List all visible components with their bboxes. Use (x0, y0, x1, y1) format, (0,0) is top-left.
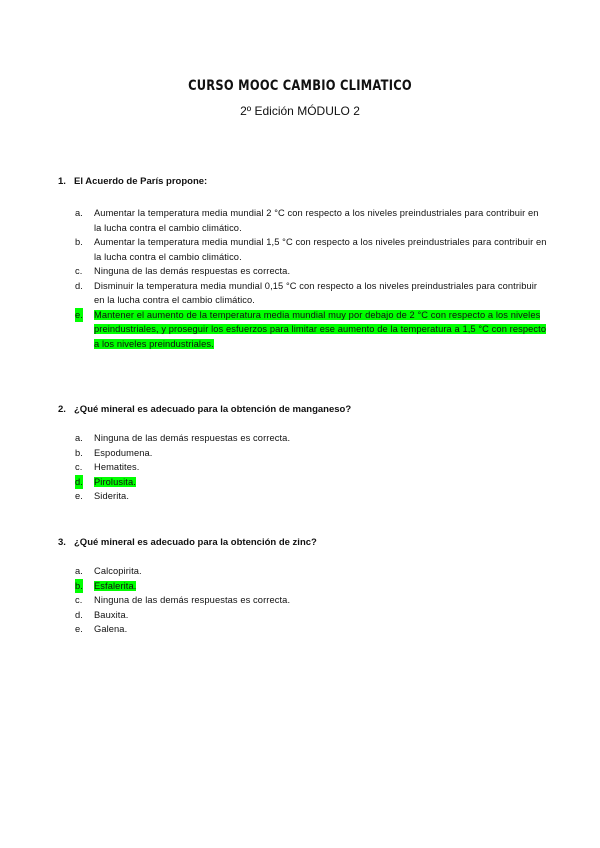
option-text: Disminuir la temperatura media mundial 0,15 °C con respecto a los niveles preindustriales para contribuir en la lucha contra el cambio climático. (94, 280, 538, 305)
option-letter: b. (75, 447, 83, 458)
option-text-highlighted: Mantener el aumento de la temperatura media mundial muy por debajo de 2 °C con respecto a los niveles preindustriales, y proseguir los esfuerzos para limitar ese aumento de la temperatura a 1,5 °C con respecto a los niveles preindustriales. (94, 309, 547, 349)
option-text: Espodumena. (94, 447, 153, 458)
option-letter: a. (75, 566, 83, 576)
option-letter: a. (75, 208, 83, 218)
question-number: 2. (58, 404, 66, 415)
option-text: Ninguna de las demás respuestas es correcta. (94, 595, 291, 605)
option-letter: e. (75, 308, 83, 323)
option-text-highlighted: Pirolusita. (94, 476, 136, 487)
option-text: Aumentar la temperatura media mundial 2 °C con respecto a los niveles preindustriales para contribuir en la lucha contra el cambio climático. (94, 208, 539, 233)
option-text: Galena. (94, 624, 128, 634)
option-1c (58, 264, 548, 279)
option-text: Ninguna de las demás respuestas es correcta. (94, 266, 291, 276)
option-2c (58, 460, 548, 475)
question-number: 1. (58, 176, 66, 187)
option-text: Aumentar la temperatura media mundial 1,5 °C con respecto a los niveles preindustriales para contribuir en la lucha contra el cambio climático. (94, 237, 547, 262)
question-heading (58, 175, 548, 189)
option-3d (58, 608, 548, 623)
option-1e (58, 308, 548, 352)
option-3c (58, 593, 548, 608)
option-1b (58, 235, 548, 264)
question-text: ¿Qué mineral es adecuado para la obtención de manganeso? (74, 404, 352, 415)
option-3a (58, 564, 548, 579)
option-letter: d. (75, 280, 83, 291)
question-text: El Acuerdo de París propone: (74, 176, 208, 187)
document-title: CURSO MOOC CAMBIO CLIMATICO (188, 78, 412, 94)
option-text: Bauxita. (94, 609, 129, 620)
option-text-highlighted: Esfalerita. (94, 580, 137, 591)
option-letter: a. (75, 433, 83, 443)
option-list (58, 206, 548, 351)
option-letter: b. (75, 579, 83, 594)
option-2e (58, 489, 548, 504)
question-2 (58, 403, 548, 504)
question-number: 3. (58, 537, 66, 548)
question-text: ¿Qué mineral es adecuado para la obtención de zinc? (74, 537, 317, 548)
option-letter: e. (75, 624, 83, 634)
option-letter: c. (75, 266, 83, 276)
option-1a (58, 206, 548, 235)
question-heading (58, 536, 548, 550)
option-text: Ninguna de las demás respuestas es correcta. (94, 433, 291, 443)
option-letter: c. (75, 595, 83, 605)
option-letter: d. (75, 475, 83, 490)
document-subtitle: 2º Edición MÓDULO 2 (240, 104, 360, 118)
question-3 (58, 536, 548, 637)
option-1d (58, 279, 548, 308)
option-text: Calcopirita. (94, 566, 142, 576)
option-letter: e. (75, 491, 83, 501)
option-letter: b. (75, 237, 83, 247)
option-2b (58, 446, 548, 461)
option-3e (58, 622, 548, 637)
question-1 (58, 175, 548, 351)
option-2a (58, 431, 548, 446)
option-3b (58, 579, 548, 594)
option-letter: c. (75, 462, 83, 472)
option-text: Siderita. (94, 491, 130, 501)
question-heading (58, 403, 548, 417)
option-text: Hematites. (94, 462, 140, 472)
option-letter: d. (75, 609, 83, 620)
option-list (58, 564, 548, 637)
option-list (58, 431, 548, 504)
option-2d (58, 475, 548, 490)
